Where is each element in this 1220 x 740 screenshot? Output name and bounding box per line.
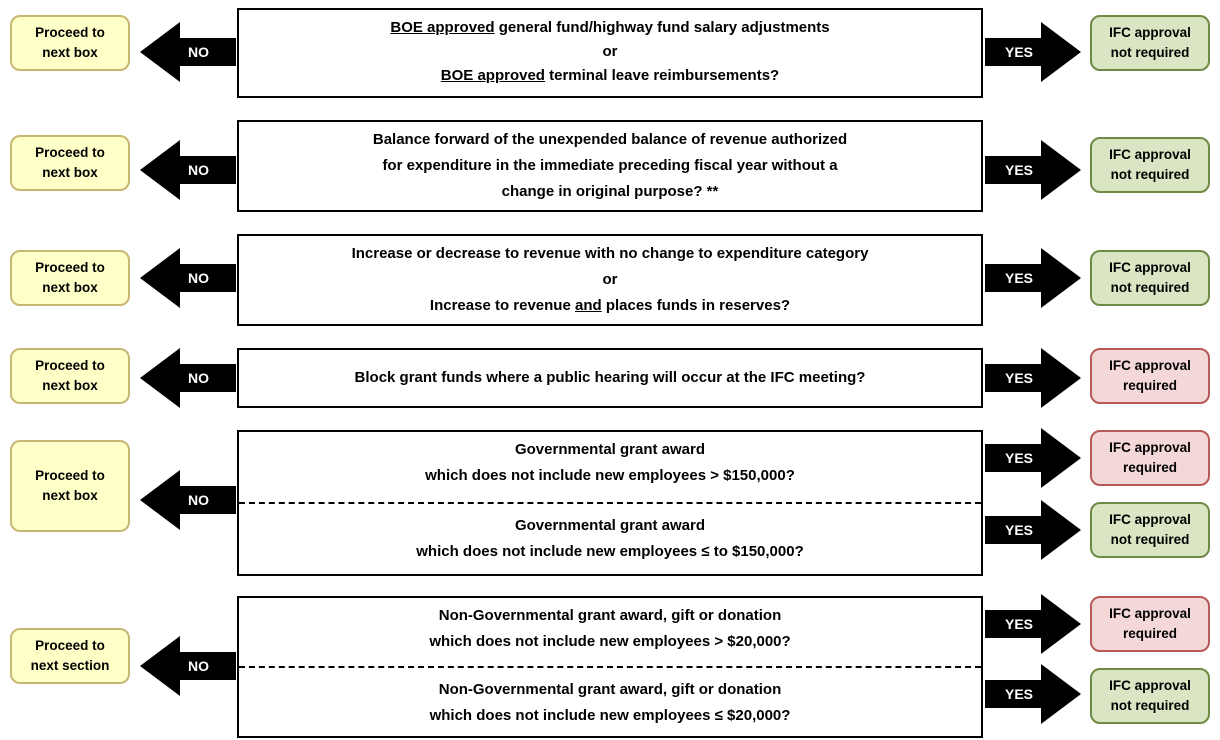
question-1-line-2: or [602,43,618,60]
question-6-upper-line-2: which does not include new employees > $20,000? [429,633,791,650]
yes-label-1: YES [1005,44,1034,60]
question-box-6 [237,596,983,738]
outcome-label-1: IFC approval not required [1109,25,1191,60]
question-1-line-3: BOE approved terminal leave reimbursements? [440,67,780,84]
outcome-box-4 [1090,348,1210,404]
proceed-box-1 [10,15,130,71]
question-box-3 [237,234,983,326]
no-label-6: NO [188,658,209,674]
outcome-box-6-upper [1090,596,1210,652]
dashed-divider-6 [239,666,981,668]
yes-arrow-6-lower [985,664,1081,724]
question-3-line-3: Increase to revenue and places funds in reserves? [429,297,791,314]
question-5-upper-line-1: Governmental grant award [514,441,706,458]
yes-arrow-6-upper [985,594,1081,654]
question-box-2 [237,120,983,212]
no-arrow-4 [140,348,236,408]
no-label-3: NO [188,270,209,286]
outcome-label-6-upper: IFC approval required [1109,606,1191,641]
proceed-label-1: Proceed to next box [35,25,105,60]
proceed-box-4 [10,348,130,404]
yes-arrow-3 [985,248,1081,308]
dashed-divider-5 [239,502,981,504]
no-arrow-3 [140,248,236,308]
proceed-label-3: Proceed to next box [35,260,105,295]
question-4-line-1: Block grant funds where a public hearing will occur at the IFC meeting? [354,369,866,386]
question-box-4 [237,348,983,408]
no-arrow-1 [140,22,236,82]
outcome-box-3 [1090,250,1210,306]
proceed-box-3 [10,250,130,306]
outcome-label-5-upper: IFC approval required [1109,440,1191,475]
outcome-box-2 [1090,137,1210,193]
proceed-label-6: Proceed to next section [30,638,110,673]
question-box-5 [237,430,983,576]
no-arrow-5 [140,470,236,530]
yes-arrow-5-lower [985,500,1081,560]
question-1-line-1: BOE approved general fund/highway fund salary adjustments [390,19,830,36]
no-arrow-2 [140,140,236,200]
no-label-4: NO [188,370,209,386]
question-5-lower-line-2: which does not include new employees ≤ to $150,000? [416,543,804,560]
outcome-label-5-lower: IFC approval not required [1109,512,1191,547]
proceed-label-2: Proceed to next box [35,145,105,180]
no-label-2: NO [188,162,209,178]
question-5-upper-line-2: which does not include new employees > $150,000? [425,467,795,484]
yes-label-5-lower: YES [1005,522,1034,538]
proceed-label-4: Proceed to next box [35,358,105,393]
question-2-line-1: Balance forward of the unexpended balance of revenue authorized [372,131,848,148]
proceed-box-2 [10,135,130,191]
yes-label-6-upper: YES [1005,616,1034,632]
outcome-box-6-lower [1090,668,1210,724]
yes-arrow-2 [985,140,1081,200]
question-3-line-2: or [602,271,618,288]
outcome-label-2: IFC approval not required [1109,147,1191,182]
outcome-label-3: IFC approval not required [1109,260,1191,295]
question-5-lower-line-1: Governmental grant award [514,517,706,534]
outcome-box-5-upper [1090,430,1210,486]
yes-arrow-4 [985,348,1081,408]
no-label-5: NO [188,492,209,508]
yes-arrow-1 [985,22,1081,82]
outcome-label-6-lower: IFC approval not required [1109,678,1191,713]
yes-label-2: YES [1005,162,1034,178]
yes-label-5-upper: YES [1005,450,1034,466]
question-6-lower-line-1: Non-Governmental grant award, gift or donation [438,681,782,698]
outcome-label-4: IFC approval required [1109,358,1191,393]
no-label-1: NO [188,44,209,60]
question-6-upper-line-1: Non-Governmental grant award, gift or donation [438,607,782,624]
question-box-1 [237,8,983,98]
yes-label-3: YES [1005,270,1034,286]
proceed-box-5 [10,440,130,532]
question-2-line-3: change in original purpose? ** [501,183,719,200]
question-2-line-2: for expenditure in the immediate preceding fiscal year without a [382,157,838,174]
question-6-lower-line-2: which does not include new employees ≤ $20,000? [429,707,791,724]
proceed-label-5: Proceed to next box [35,468,105,503]
yes-arrow-5-upper [985,428,1081,488]
no-arrow-6 [140,636,236,696]
outcome-box-1 [1090,15,1210,71]
proceed-box-6 [10,628,130,684]
yes-label-4: YES [1005,370,1034,386]
yes-label-6-lower: YES [1005,686,1034,702]
outcome-box-5-lower [1090,502,1210,558]
question-3-line-1: Increase or decrease to revenue with no change to expenditure category [351,245,869,262]
